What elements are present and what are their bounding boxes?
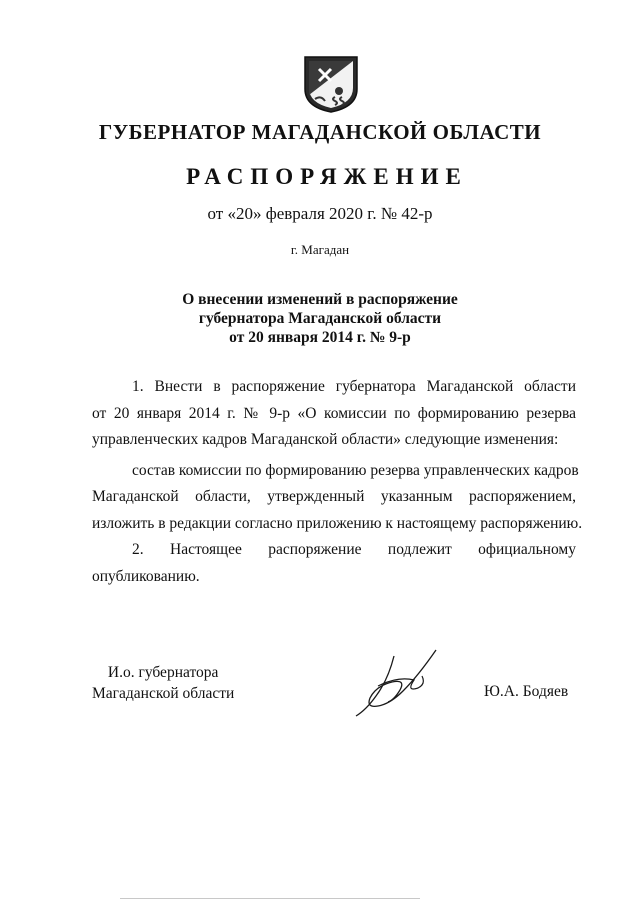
handwritten-signature — [348, 646, 443, 721]
document-type: РАСПОРЯЖЕНИЕ — [186, 164, 468, 189]
signatory-name: Ю.А. Бодяев — [484, 683, 569, 700]
subject-line: губернатора Магаданской области — [198, 310, 442, 327]
signatory-position-line: Магаданской области — [92, 685, 235, 702]
paragraph-1-line: 1. Внести в распоряжение губернатора Магаданской области — [132, 378, 576, 395]
subject-line: от 20 января 2014 г. № 9-р — [229, 329, 411, 346]
paragraph-2-line: Магаданской области, утвержденный указанным распоряжением, — [92, 488, 576, 505]
coat-of-arms-icon — [301, 55, 361, 113]
paragraph-1-line: от 20 января 2014 г. № 9-р «О комиссии по формированию резерва — [92, 404, 576, 422]
paragraph-2-line: изложить в редакции согласно приложению к настоящему распоряжению. — [92, 514, 583, 532]
paragraph-3-line: опубликованию. — [92, 567, 200, 585]
paragraph-1-line: управленческих кадров Магаданской области» следующие изменения: — [92, 431, 559, 448]
signatory-position — [92, 662, 234, 704]
document-body — [92, 374, 583, 590]
subject-line: О внесении изменений в распоряжение — [182, 291, 458, 308]
document-subject — [0, 290, 640, 347]
signatory-position-line: И.о. губернатора — [107, 664, 219, 681]
paragraph-3-line: 2. Настоящее распоряжение подлежит официальному — [132, 541, 576, 558]
document-date: от «20» февраля 2020 г. № 42-р — [207, 204, 433, 223]
paragraph-2-line: состав комиссии по формированию резерва управленческих кадров — [132, 461, 579, 479]
page-title: ГУБЕРНАТОР МАГАДАНСКОЙ ОБЛАСТИ — [98, 120, 542, 144]
document-city: г. Магадан — [290, 242, 350, 257]
divider — [120, 898, 420, 899]
